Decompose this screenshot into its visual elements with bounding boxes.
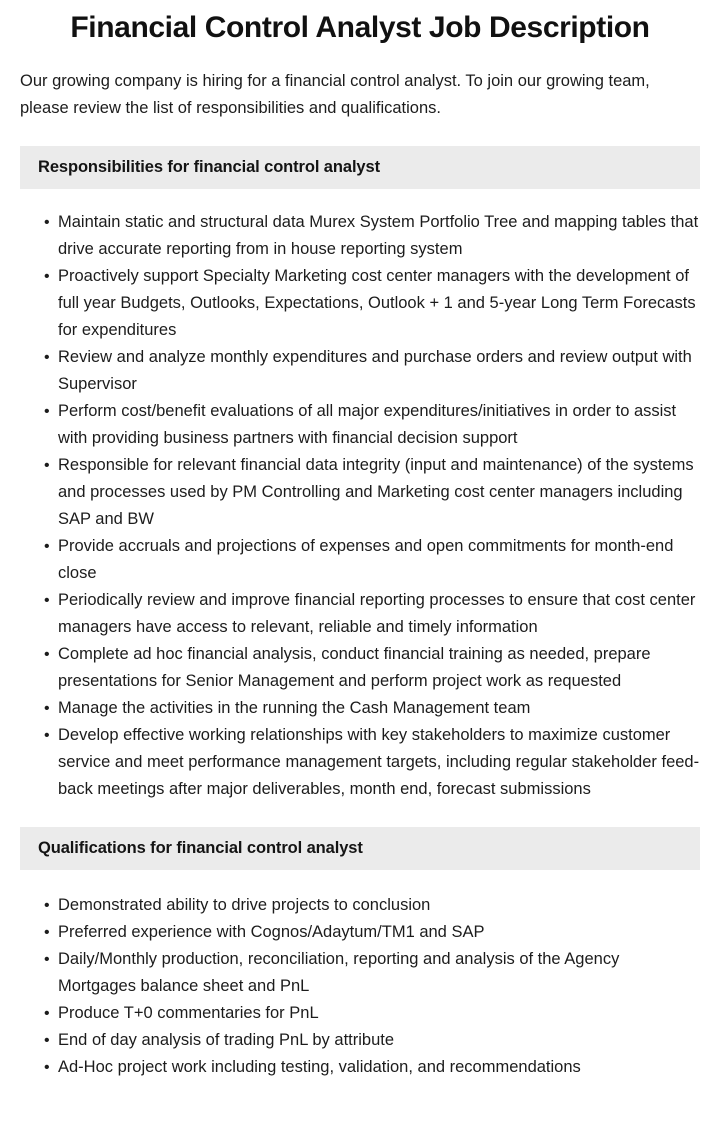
list-item: • Maintain static and structural data Murex System Portfolio Tree and mapping tables that drive accurate reporting from in house reporting system: [20, 209, 700, 263]
list-item: • Proactively support Specialty Marketing cost center managers with the development of full year Budgets, Outlooks, Expectations, Outlook + 1 and 5-year Long Term Forecasts for expenditures: [20, 263, 700, 344]
page-bottom-spacer: [0, 1081, 720, 1105]
section-responsibilities: [0, 146, 720, 803]
intro-paragraph: Our growing company is hiring for a financial control analyst. To join our growing team, please review the list of responsibilities and qualifications.: [20, 72, 650, 117]
section-heading-label: Responsibilities for financial control analyst: [38, 158, 380, 176]
list-item: • Review and analyze monthly expenditures and purchase orders and review output with Supervisor: [20, 344, 700, 398]
list-item: • Develop effective working relationships with key stakeholders to maximize customer service and meet performance management targets, including regular stakeholder feed-back meetings after major deliverables, month end, forecast submissions: [20, 722, 700, 803]
list-item: • Responsible for relevant financial data integrity (input and maintenance) of the systems and processes used by PM Controlling and Marketing cost center managers including SAP and BW: [20, 452, 700, 533]
section-header-responsibilities: [20, 146, 700, 189]
list-item: • Complete ad hoc financial analysis, conduct financial training as needed, prepare presentations for Senior Management and perform project work as requested: [20, 641, 700, 695]
list-item: • End of day analysis of trading PnL by attribute: [20, 1027, 700, 1054]
list-item: • Daily/Monthly production, reconciliation, reporting and analysis of the Agency Mortgages balance sheet and PnL: [20, 946, 700, 1000]
list-item: • Preferred experience with Cognos/Adaytum/TM1 and SAP: [20, 919, 700, 946]
list-item: • Periodically review and improve financial reporting processes to ensure that cost center managers have access to relevant, reliable and timely information: [20, 587, 700, 641]
section-qualifications: [0, 827, 720, 1081]
responsibilities-list: [0, 189, 720, 803]
qualifications-list: [0, 870, 720, 1081]
list-item: • Produce T+0 commentaries for PnL: [20, 1000, 700, 1027]
section-heading-label: Qualifications for financial control analyst: [38, 839, 363, 857]
section-header-qualifications: [20, 827, 700, 870]
list-item: • Provide accruals and projections of expenses and open commitments for month-end close: [20, 533, 700, 587]
list-item: • Perform cost/benefit evaluations of all major expenditures/initiatives in order to assist with providing business partners with financial decision support: [20, 398, 700, 452]
page-title: Financial Control Analyst Job Description: [70, 11, 650, 44]
list-item: • Demonstrated ability to drive projects to conclusion: [20, 892, 700, 919]
list-item: • Ad-Hoc project work including testing, validation, and recommendations: [20, 1054, 700, 1081]
list-item: • Manage the activities in the running the Cash Management team: [20, 695, 700, 722]
